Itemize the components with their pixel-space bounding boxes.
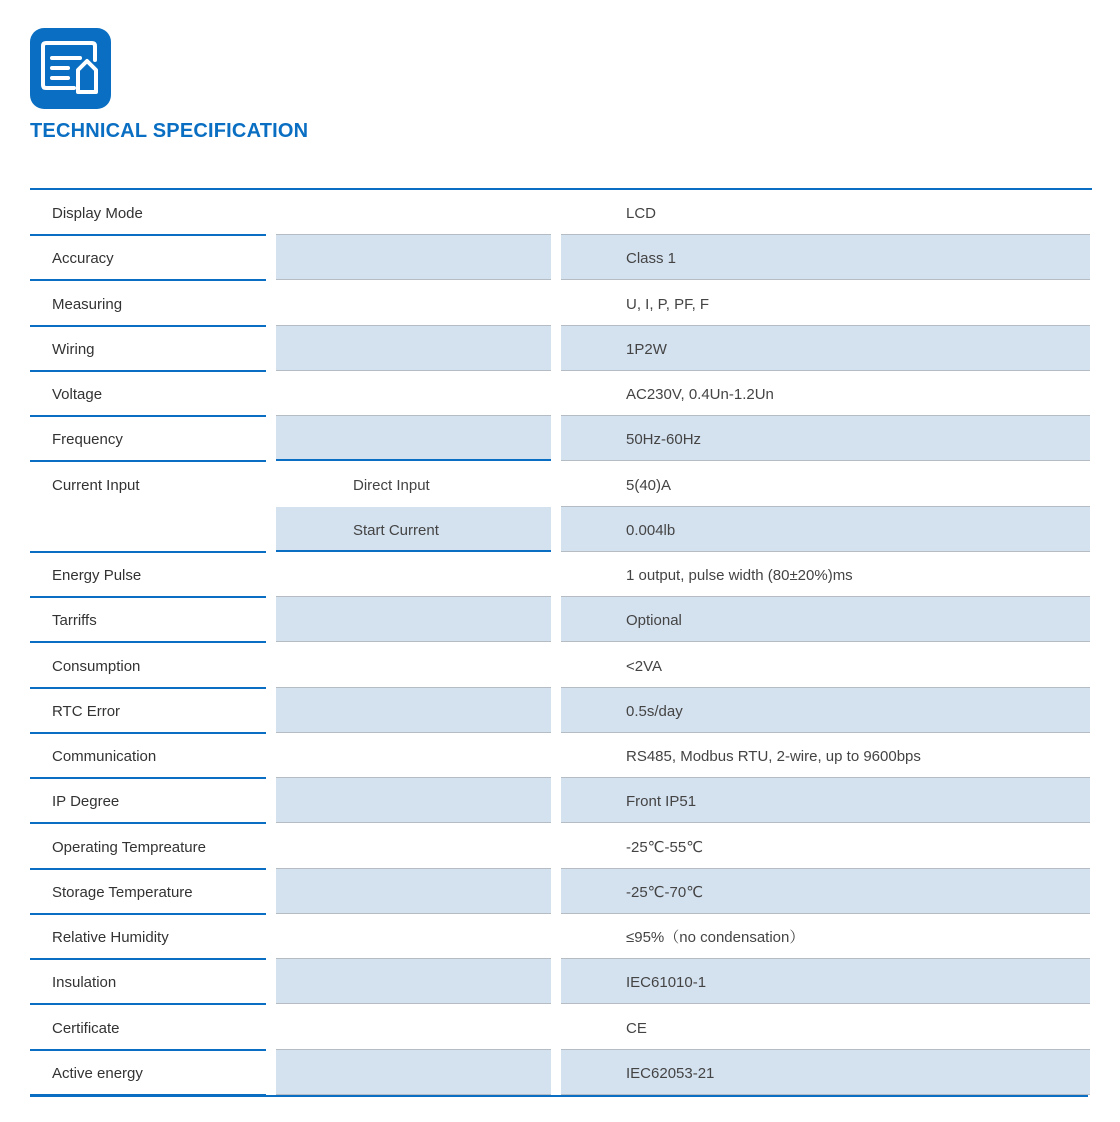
spec-sub-label xyxy=(276,281,551,326)
spec-row xyxy=(0,733,1120,778)
spec-row xyxy=(0,1050,1120,1095)
spec-row xyxy=(0,235,1120,280)
spec-value: -25℃-70℃ xyxy=(561,869,1090,914)
spec-label xyxy=(30,507,266,553)
spec-sub-label xyxy=(276,733,551,778)
spec-label: Certificate xyxy=(30,1005,266,1051)
spec-sub-label xyxy=(276,1050,551,1095)
spec-value: 1 output, pulse width (80±20%)ms xyxy=(561,552,1090,597)
spec-row xyxy=(0,190,1120,235)
spec-label: Measuring xyxy=(30,281,266,327)
spec-label: Frequency xyxy=(30,416,266,462)
spec-value: AC230V, 0.4Un-1.2Un xyxy=(561,371,1090,416)
spec-label: RTC Error xyxy=(30,688,266,734)
spec-value: IEC62053-21 xyxy=(561,1050,1090,1095)
spec-row xyxy=(0,869,1120,914)
spec-value: Front IP51 xyxy=(561,778,1090,823)
spec-row xyxy=(0,824,1120,869)
spec-label: Communication xyxy=(30,733,266,779)
spec-value: <2VA xyxy=(561,643,1090,688)
spec-logo xyxy=(30,28,111,109)
spec-row xyxy=(0,778,1120,823)
spec-row xyxy=(0,1005,1120,1050)
spec-sub-label xyxy=(276,1005,551,1050)
spec-label: Energy Pulse xyxy=(30,552,266,598)
spec-sub-label xyxy=(276,959,551,1004)
spec-row xyxy=(0,326,1120,371)
spec-value: U, I, P, PF, F xyxy=(561,281,1090,326)
spec-row xyxy=(0,688,1120,733)
spec-label: Relative Humidity xyxy=(30,914,266,960)
spec-label: Current Input xyxy=(52,476,140,494)
spec-row xyxy=(0,416,1120,461)
spec-label: Storage Temperature xyxy=(30,869,266,915)
spec-row xyxy=(0,281,1120,326)
spec-value: Optional xyxy=(561,597,1090,642)
spec-label: Operating Tempreature xyxy=(30,824,266,870)
table-bottom-rule xyxy=(30,1095,1088,1097)
spec-sub-label xyxy=(276,416,551,461)
spec-sub-label xyxy=(276,914,551,959)
spec-sub-label xyxy=(276,190,551,235)
spec-value: IEC61010-1 xyxy=(561,959,1090,1004)
spec-value: 1P2W xyxy=(561,326,1090,371)
spec-label: Tarriffs xyxy=(30,597,266,643)
spec-label: Display Mode xyxy=(30,190,266,236)
spec-row xyxy=(0,507,1120,552)
spec-value: 0.004lb xyxy=(561,507,1090,552)
spec-sub-label xyxy=(276,688,551,733)
spec-row xyxy=(0,371,1120,416)
spec-sub-label: Direct Input xyxy=(353,476,430,494)
spec-sub-label xyxy=(276,326,551,371)
spec-label: Consumption xyxy=(30,643,266,689)
document-building-icon xyxy=(30,28,111,109)
spec-label: Accuracy xyxy=(30,235,266,281)
spec-value: 0.5s/day xyxy=(561,688,1090,733)
spec-label: IP Degree xyxy=(30,778,266,824)
spec-row xyxy=(0,597,1120,642)
spec-sub-label xyxy=(276,869,551,914)
spec-sub-label xyxy=(276,552,551,597)
spec-row xyxy=(0,914,1120,959)
spec-value: -25℃-55℃ xyxy=(561,824,1090,869)
spec-label: Voltage xyxy=(30,371,266,417)
spec-sub-label xyxy=(276,778,551,823)
spec-sub-label: Start Current xyxy=(276,507,551,552)
spec-sub-label xyxy=(276,371,551,416)
spec-value: 5(40)A xyxy=(561,462,1090,507)
spec-row xyxy=(0,552,1120,597)
spec-value: 50Hz-60Hz xyxy=(561,416,1090,461)
spec-label: Wiring xyxy=(30,326,266,372)
spec-value: ≤95%（no condensation） xyxy=(561,914,1090,959)
page-title: TECHNICAL SPECIFICATION xyxy=(30,120,309,142)
spec-sub-label xyxy=(276,643,551,688)
spec-sub-label xyxy=(276,824,551,869)
spec-row xyxy=(0,643,1120,688)
spec-label: Active energy xyxy=(30,1050,266,1096)
spec-row xyxy=(0,462,1120,507)
spec-label: Insulation xyxy=(30,959,266,1005)
spec-sub-label xyxy=(276,235,551,280)
spec-value: Class 1 xyxy=(561,235,1090,280)
spec-value: RS485, Modbus RTU, 2-wire, up to 9600bps xyxy=(561,733,1090,778)
spec-value: LCD xyxy=(561,190,1090,235)
spec-sub-label xyxy=(276,597,551,642)
spec-value: CE xyxy=(561,1005,1090,1050)
spec-row xyxy=(0,959,1120,1004)
